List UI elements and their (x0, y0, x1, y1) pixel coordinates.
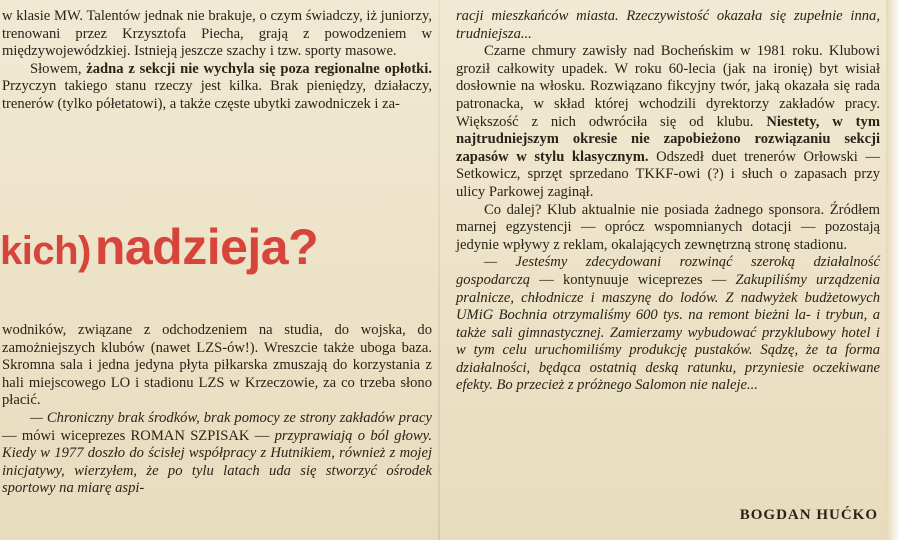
text-slowem: Słowem, (30, 60, 87, 77)
text-slowem-bold: żadna z sekcji nie wychyla się poza regionalne opłotki. (86, 60, 432, 77)
paragraph-aspiracji: racji mieszkańców miasta. Rzeczywistość okazała się zupełnie inna, trudniejsza... (456, 8, 880, 42)
text-chmury: Czarne chmury zawisły nad Bocheńskim w 1981 roku. Klubowi groził całkowity upadek. W roku 60-lecia (jak na ironię) byt wisiał dosłownie na włosku. Rozwiązano fikcyjny twór, jaką okazała się rada patronacka, w skład której wchodzili dyrektorzy zakładów pracy. Większość z nich odwróciła się od klubu. (456, 43, 880, 130)
column-right (456, 8, 880, 395)
quote2-attribution: — kontynuuje wiceprezes — (530, 271, 736, 288)
paragraph-talents: w klasie MW. Talentów jednak nie brakuje, o czym świadczy, iż juniorzy, trenowani przez Krzysztofa Piecha, grają z powodzeniem w międzywojewódzkiej. Istnieją jeszcze szachy i tzw. sporty masowe. (2, 8, 432, 60)
paragraph-szpisak-quote (2, 410, 432, 498)
paragraph-slowem (2, 61, 432, 114)
paragraph-wodnikow: wodników, związane z odchodzeniem na studia, do wojska, do zamożniejszych klubów (nawet LZS-ów!). Wreszcie także uboga baza. Skromna sala i jedna jedyna płyta piłkarska zmuszają do korzystania z hali miejscowego LO i stadionu LZS w Krzeczowie, za co trzeba słono płacić. (2, 322, 432, 409)
paragraph-czarne-chmury (456, 43, 880, 201)
text-chmury-bold: Niestety, w tym najtrudniejszym okresie nie zapobieżono rozwiązaniu sekcji zapasów w stylu klasycznym. (456, 113, 880, 165)
quote-attribution: — mówi wiceprezes ROMAN SZPISAK — (2, 427, 275, 444)
column-left-bottom (2, 322, 432, 498)
column-left-top (2, 8, 432, 114)
quote2-part-1: — Jesteśmy zdecydowani rozwinąć szeroką działalność gospodarczą (456, 254, 880, 288)
paragraph-vice-quote (456, 254, 880, 395)
paragraph-co-dalej: Co dalej? Klub aktualnie nie posiada żadnego sponsora. Źródłem marnej egzystencji — oprócz wspomnianych dotacji — pozostają jedynie wpływy z reklam, okalających zewnętrzną stronę stadionu. (456, 201, 880, 253)
text-slowem-rest: Przyczyn takiego stanu rzeczy jest kilka. Brak pieniędzy, działaczy, trenerów (tylko półetatowi), a także częste ubytki zawodniczek i za- (2, 78, 432, 112)
quote2-part-2: Zakupiliśmy urządzenia pralnicze, chłodnicze i maszynę do lodów. Z nadwyżek budżetowych UMiG Bochnia otrzymaliśmy 600 tys. na remont bieżni la- i trybun, a także sali gimnastycznej. Zamierzamy wybudować przyklubowy hotel i w tym celu uruchomiliśmy produkcję pustaków. Sądzę, że ta forma działalności, będąca ostatnią deską ratunku, przyniesie oczekiwane efekty. Bo przecież z próżnego Salomon nie naleje... (456, 271, 880, 394)
quote-part-2: przyprawiają o ból głowy. Kiedy w 1977 doszło do ścisłej współpracy z Hutnikiem, również z mojej inicjatywy, wierzyłem, że po tylu latach uda się stworzyć ośrodek sportowy na miarę aspi- (2, 427, 432, 497)
headline (0, 218, 450, 276)
author-signature: BOGDAN HUĆKO (739, 507, 878, 523)
headline-main: nadzieja? (94, 219, 319, 275)
paper-edge (886, 0, 900, 540)
text-chmury-rest: Odszedł duet trenerów Orłowski — Setkowicz, sprzęt sprzedano TKKF-owi (?) i słuch o zapasach przy ulicy Parkowej zaginął. (456, 148, 881, 200)
quote-part-1: — Chroniczny brak środków, brak pomocy ze strony zakładów pracy (30, 409, 432, 426)
headline-prefix: kich) (0, 229, 91, 273)
